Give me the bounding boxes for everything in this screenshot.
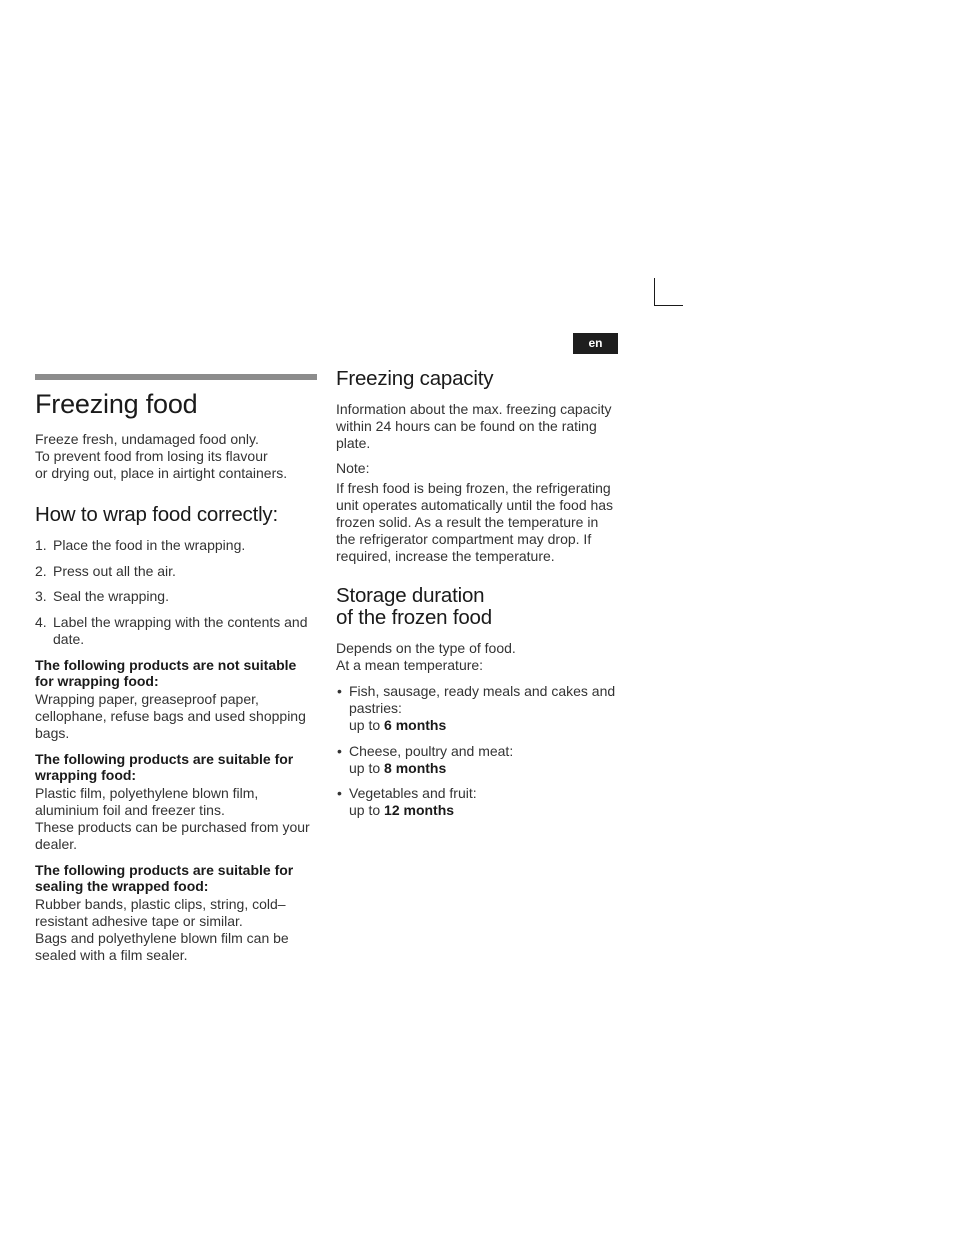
step-text: Press out all the air. xyxy=(53,562,176,579)
storage-duration-title xyxy=(336,585,616,629)
intro-line: To prevent food from losing its flavour xyxy=(35,448,268,464)
bullet-icon: • xyxy=(337,785,342,801)
not-suitable-text: Wrapping paper, greaseproof paper, cellophane, refuse bags and used shopping bags. xyxy=(35,690,306,741)
wrap-steps-list xyxy=(35,537,317,648)
suitable-wrapping-line: These products can be purchased from your dealer. xyxy=(35,818,310,852)
duration-value: 8 months xyxy=(384,759,447,776)
freezing-capacity-info: Information about the max. freezing capacity within 24 hours can be found on the rating plate. xyxy=(336,401,612,451)
crop-mark-vertical xyxy=(654,278,655,306)
bullet-icon: • xyxy=(337,742,342,759)
sealing-text xyxy=(35,896,317,964)
duration-value: 12 months xyxy=(384,802,455,818)
section-top-rule xyxy=(35,374,317,380)
storage-title-line: of the frozen food xyxy=(336,606,492,629)
duration-line xyxy=(349,802,616,819)
left-column xyxy=(35,374,317,973)
page-title: Freezing food xyxy=(35,389,198,419)
not-suitable-heading: The following products are not suitable for wrapping food: xyxy=(35,656,297,689)
wrap-step xyxy=(35,537,317,554)
suitable-wrapping-text xyxy=(35,785,317,853)
wrap-step xyxy=(35,614,317,648)
crop-mark-horizontal xyxy=(654,305,683,306)
duration-item xyxy=(336,785,616,819)
freezing-capacity-title: Freezing capacity xyxy=(336,367,494,390)
storage-duration-intro xyxy=(336,640,616,674)
duration-line xyxy=(349,717,616,734)
food-type: Vegetables and fruit: xyxy=(349,785,477,801)
wrap-section-title: How to wrap food correctly: xyxy=(35,503,278,526)
intro-line: Freeze fresh, undamaged food only. xyxy=(35,431,259,447)
note-text: If fresh food is being frozen, the refrigerating unit operates automatically until the food has frozen solid. As a result the temperature in the refrigerator compartment may drop. If required, increase the temperature. xyxy=(336,480,614,564)
step-number: 1. xyxy=(35,537,47,553)
step-text: Seal the wrapping. xyxy=(53,588,169,604)
intro-line: or drying out, place in airtight containers. xyxy=(35,465,288,481)
step-number: 4. xyxy=(35,613,47,630)
storage-intro-line: Depends on the type of food. xyxy=(336,640,516,656)
wrap-step xyxy=(35,563,317,580)
intro-text xyxy=(35,431,317,482)
not-suitable-block xyxy=(35,657,317,742)
up-to-label: up to xyxy=(349,802,381,818)
duration-value: 6 months xyxy=(384,717,447,733)
wrap-step xyxy=(35,588,317,605)
food-type: Fish, sausage, ready meals and cakes and pastries: xyxy=(349,683,616,716)
note-label: Note: xyxy=(336,460,370,476)
bullet-icon: • xyxy=(337,683,342,699)
step-text: Label the wrapping with the contents and date. xyxy=(53,613,308,647)
suitable-wrapping-block xyxy=(35,751,317,853)
step-text: Place the food in the wrapping. xyxy=(53,537,246,553)
suitable-wrapping-heading: The following products are suitable for wrapping food: xyxy=(35,750,294,783)
step-number: 2. xyxy=(35,562,47,579)
storage-duration-list xyxy=(336,683,616,819)
suitable-wrapping-line: Plastic film, polyethylene blown film, aluminium foil and freezer tins. xyxy=(35,784,259,818)
step-number: 3. xyxy=(35,588,47,604)
storage-intro-line: At a mean temperature: xyxy=(336,657,484,673)
food-type: Cheese, poultry and meat: xyxy=(349,742,514,759)
up-to-label: up to xyxy=(349,717,381,733)
language-tag: en xyxy=(573,333,618,354)
duration-line xyxy=(349,760,616,777)
duration-item xyxy=(336,743,616,777)
sealing-line: Bags and polyethylene blown film can be sealed with a film sealer. xyxy=(35,929,289,963)
sealing-block xyxy=(35,862,317,964)
up-to-label: up to xyxy=(349,759,381,776)
right-column xyxy=(336,368,616,828)
sealing-heading: The following products are suitable for sealing the wrapped food: xyxy=(35,861,294,894)
storage-title-line: Storage duration xyxy=(336,584,485,607)
sealing-line: Rubber bands, plastic clips, string, cold–resistant adhesive tape or similar. xyxy=(35,895,286,929)
duration-item xyxy=(336,683,616,734)
